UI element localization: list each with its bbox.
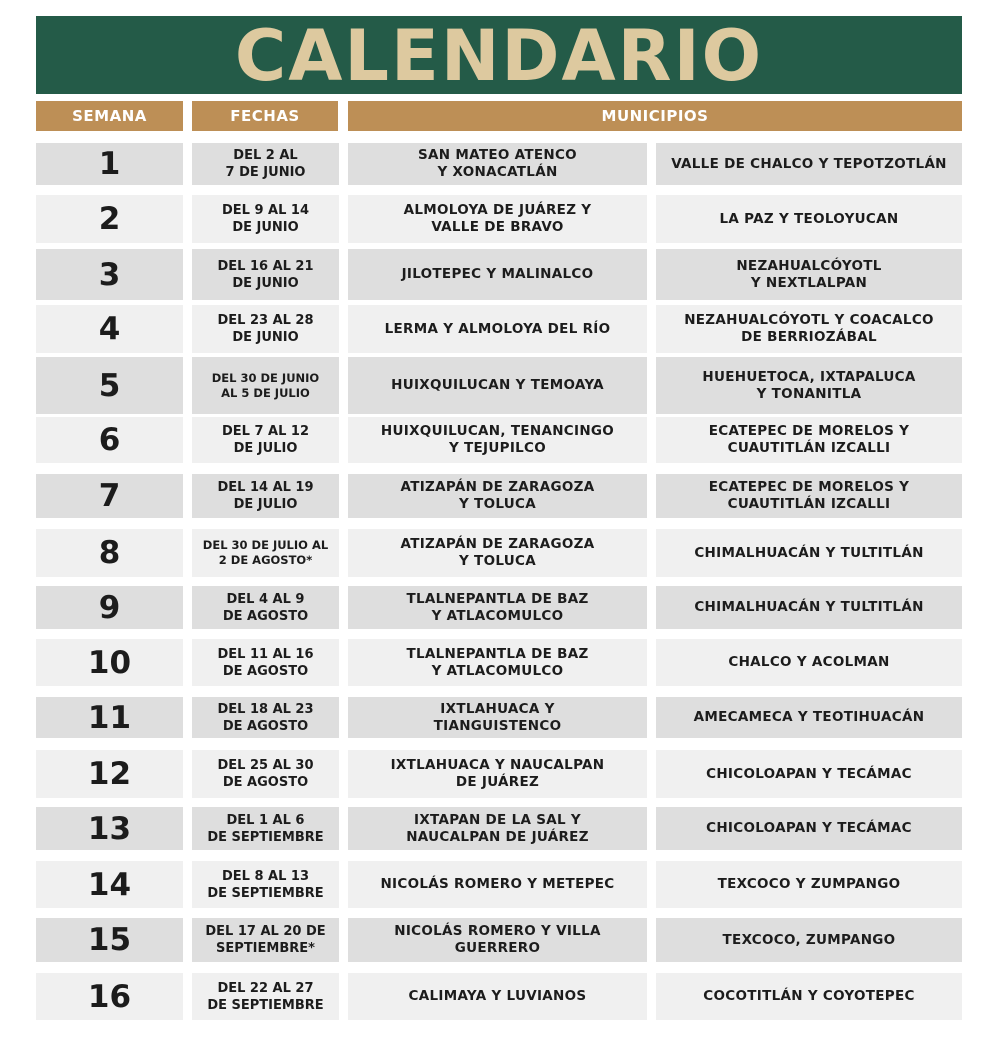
week-number: 4: [36, 305, 183, 353]
municipios-left: [348, 750, 647, 798]
municipios-left-line: HUIXQUILUCAN, TENANCINGO: [380, 423, 615, 439]
date-range-line: DEL 9 AL 14: [221, 203, 309, 218]
municipios-left: [348, 918, 647, 962]
date-range-line: DE JUNIO: [232, 220, 299, 235]
date-range-line: DEL 14 AL 19: [217, 480, 314, 495]
municipios-right-line: COCOTITLÁN Y COYOTEPEC: [703, 988, 915, 1004]
date-range-line: DE JUNIO: [232, 330, 299, 345]
week-number: 8: [36, 529, 183, 577]
municipios-left-line: GUERRERO: [454, 940, 541, 956]
municipios-right: [656, 357, 962, 414]
date-range: [192, 249, 339, 300]
municipios-right: [656, 249, 962, 300]
municipios-right-line: VALLE DE CHALCO Y TEPOTZOTLÁN: [671, 155, 947, 172]
week-number: 5: [36, 357, 183, 414]
date-range: [192, 861, 339, 908]
municipios-left-line: DE JUÁREZ: [455, 774, 540, 790]
municipios-left-line: ATIZAPÁN DE ZARAGOZA: [400, 479, 595, 495]
date-range-line: DE JULIO: [233, 441, 298, 456]
municipios-left-line: HUIXQUILUCAN Y TEMOAYA: [391, 377, 604, 393]
week-number: 13: [36, 807, 183, 850]
municipios-right: [656, 750, 962, 798]
municipios-right-line: ECATEPEC DE MORELOS Y: [708, 479, 910, 495]
week-number: 14: [36, 861, 183, 908]
municipios-left-line: Y ATLACOMULCO: [431, 607, 564, 624]
week-number: 1: [36, 143, 183, 185]
municipios-left-line: Y TOLUCA: [458, 496, 536, 512]
date-range-line: SEPTIEMBRE*: [216, 941, 315, 956]
date-range-line: DE SEPTIEMBRE: [207, 885, 324, 901]
municipios-left-line: NAUCALPAN DE JUÁREZ: [406, 828, 589, 845]
municipios-right-line: CUAUTITLÁN IZCALLI: [727, 440, 891, 456]
municipios-left: [348, 305, 647, 353]
municipios-left: [348, 861, 647, 908]
date-range-line: DEL 16 AL 21: [217, 258, 314, 274]
municipios-left-line: IXTLAHUACA Y: [440, 700, 555, 717]
date-range-line: DE SEPTIEMBRE: [207, 997, 324, 1013]
municipios-left-line: CALIMAYA Y LUVIANOS: [408, 988, 587, 1004]
municipios-right: [656, 973, 962, 1020]
week-number: 10: [36, 639, 183, 686]
date-range: [192, 305, 339, 353]
header-fechas: FECHAS: [192, 101, 338, 131]
municipios-right-line: CHIMALHUACÁN Y TULTITLÁN: [694, 599, 924, 615]
date-range-line: DEL 11 AL 16: [217, 646, 314, 662]
header-municipios: MUNICIPIOS: [348, 101, 962, 131]
municipios-right-line: CHICOLOAPAN Y TECÁMAC: [706, 820, 912, 836]
date-range-line: DEL 23 AL 28: [217, 313, 314, 328]
date-range: [192, 639, 339, 686]
date-range-line: 7 DE JUNIO: [225, 165, 306, 180]
date-range-line: DE SEPTIEMBRE: [207, 829, 324, 845]
date-range-line: DEL 2 AL: [233, 148, 298, 163]
date-range-line: DE AGOSTO: [222, 718, 309, 734]
date-range: [192, 417, 339, 463]
week-number: 6: [36, 417, 183, 463]
date-range: [192, 357, 339, 414]
municipios-left: [348, 529, 647, 577]
municipios-left: [348, 143, 647, 185]
date-range: [192, 807, 339, 850]
municipios-right-line: DE BERRIOZÁBAL: [741, 329, 877, 345]
municipios-left-line: IXTLAHUACA Y NAUCALPAN: [390, 757, 605, 773]
date-range: [192, 697, 339, 738]
municipios-right: [656, 474, 962, 518]
municipios-right: [656, 417, 962, 463]
week-number: 11: [36, 697, 183, 738]
municipios-right-line: Y NEXTLALPAN: [750, 274, 868, 291]
municipios-right: [656, 195, 962, 243]
municipios-right: [656, 861, 962, 908]
municipios-left: [348, 195, 647, 243]
municipios-left-line: TLALNEPANTLA DE BAZ: [406, 645, 589, 662]
municipios-left: [348, 474, 647, 518]
municipios-left-line: NICOLÁS ROMERO Y VILLA: [394, 923, 601, 939]
date-range: [192, 586, 339, 629]
municipios-left: [348, 697, 647, 738]
municipios-left-line: ALMOLOYA DE JUÁREZ Y: [403, 202, 592, 218]
week-number: 9: [36, 586, 183, 629]
municipios-right-line: CHICOLOAPAN Y TECÁMAC: [706, 765, 912, 782]
date-range-line: DE AGOSTO: [222, 663, 309, 679]
date-range-line: DEL 18 AL 23: [217, 701, 314, 717]
date-range-line: DEL 17 AL 20 DE: [205, 924, 326, 939]
municipios-left: [348, 639, 647, 686]
date-range: [192, 750, 339, 798]
municipios-right-line: AMECAMECA Y TEOTIHUACÁN: [693, 709, 925, 725]
municipios-left: [348, 586, 647, 629]
municipios-left: [348, 249, 647, 300]
date-range-line: DEL 30 DE JULIO AL: [202, 538, 329, 552]
date-range-line: DE AGOSTO: [222, 608, 309, 624]
municipios-right: [656, 639, 962, 686]
municipios-left-line: TLALNEPANTLA DE BAZ: [406, 590, 589, 607]
date-range-line: DEL 4 AL 9: [226, 591, 305, 607]
municipios-left-line: LERMA Y ALMOLOYA DEL RÍO: [384, 320, 611, 337]
date-range-line: DE JUNIO: [232, 275, 299, 291]
date-range: [192, 143, 339, 185]
date-range-line: AL 5 DE JULIO: [221, 385, 310, 400]
date-range-line: DEL 8 AL 13: [221, 868, 309, 884]
date-range-line: DEL 30 DE JUNIO: [211, 370, 320, 385]
header-semana: SEMANA: [36, 101, 183, 131]
municipios-right-line: NEZAHUALCÓYOTL Y COACALCO: [684, 312, 934, 328]
municipios-right: [656, 529, 962, 577]
municipios-left-line: Y ATLACOMULCO: [431, 662, 564, 679]
municipios-right-line: CUAUTITLÁN IZCALLI: [727, 496, 891, 512]
municipios-right-line: TEXCOCO Y ZUMPANGO: [717, 876, 901, 892]
municipios-left-line: JILOTEPEC Y MALINALCO: [401, 266, 594, 282]
municipios-left: [348, 357, 647, 414]
municipios-left-line: IXTAPAN DE LA SAL Y: [414, 811, 581, 828]
municipios-left: [348, 417, 647, 463]
week-number: 2: [36, 195, 183, 243]
date-range-line: DEL 22 AL 27: [217, 980, 314, 996]
week-number: 7: [36, 474, 183, 518]
municipios-left-line: SAN MATEO ATENCO: [418, 147, 577, 163]
municipios-right: [656, 586, 962, 629]
date-range-line: DEL 7 AL 12: [221, 424, 309, 439]
municipios-right-line: NEZAHUALCÓYOTL: [736, 257, 882, 274]
municipios-right: [656, 305, 962, 353]
municipios-right-line: LA PAZ Y TEOLOYUCAN: [719, 210, 899, 227]
date-range-line: DE JULIO: [233, 497, 298, 512]
date-range: [192, 474, 339, 518]
municipios-right-line: Y TONANITLA: [756, 385, 862, 402]
municipios-right-line: ECATEPEC DE MORELOS Y: [708, 423, 910, 439]
municipios-left-line: Y XONACATLÁN: [437, 164, 558, 180]
municipios-left: [348, 973, 647, 1020]
municipios-right-line: CHIMALHUACÁN Y TULTITLÁN: [694, 544, 924, 561]
municipios-right: [656, 143, 962, 185]
municipios-left-line: Y TEJUPILCO: [448, 440, 547, 456]
municipios-left-line: TIANGUISTENCO: [433, 717, 562, 734]
week-number: 3: [36, 249, 183, 300]
date-range: [192, 973, 339, 1020]
municipios-right: [656, 807, 962, 850]
municipios-left: [348, 807, 647, 850]
municipios-right: [656, 697, 962, 738]
date-range: [192, 918, 339, 962]
date-range-line: 2 DE AGOSTO*: [218, 553, 313, 567]
date-range-line: DEL 25 AL 30: [217, 758, 314, 773]
municipios-left-line: ATIZAPÁN DE ZARAGOZA: [400, 536, 595, 552]
week-number: 16: [36, 973, 183, 1020]
week-number: 15: [36, 918, 183, 962]
date-range: [192, 195, 339, 243]
municipios-right: [656, 918, 962, 962]
municipios-right-line: CHALCO Y ACOLMAN: [728, 654, 890, 670]
municipios-left-line: Y TOLUCA: [458, 553, 536, 569]
date-range-line: DE AGOSTO: [222, 775, 309, 790]
municipios-left-line: VALLE DE BRAVO: [431, 219, 564, 235]
date-range-line: DEL 1 AL 6: [226, 812, 305, 828]
municipios-right-line: HUEHUETOCA, IXTAPALUCA: [702, 368, 916, 385]
page-title: CALENDARIO: [234, 15, 764, 97]
municipios-left-line: NICOLÁS ROMERO Y METEPEC: [380, 876, 615, 892]
week-number: 12: [36, 750, 183, 798]
date-range: [192, 529, 339, 577]
municipios-right-line: TEXCOCO, ZUMPANGO: [722, 931, 896, 948]
